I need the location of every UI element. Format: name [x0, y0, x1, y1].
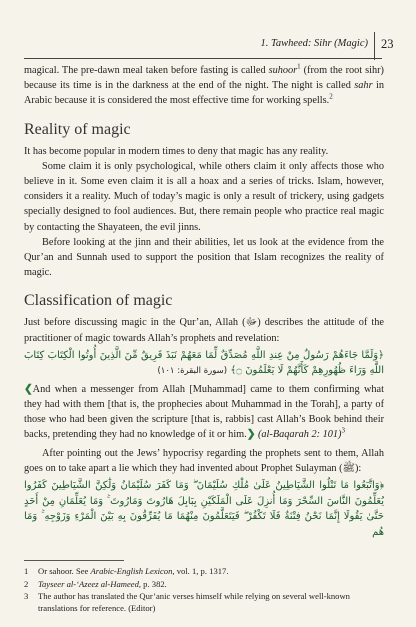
body-text	[24, 63, 384, 542]
close-verse-bracket: ❯	[246, 429, 256, 441]
term-sahr: sahr	[354, 80, 373, 92]
heading-classification-of-magic: Classification of magic	[24, 292, 173, 310]
header-horizontal-rule	[24, 58, 382, 59]
footnote-ref-3: 3	[341, 427, 345, 436]
footnote-item: 3 The author has translated the Qur’anic verses himself while relying on several well-known translations for reference. (Editor)	[24, 591, 350, 613]
paragraph-suhoor: magical. The pre-dawn meal taken before fasting is called suhoor$^1$ (from the root sihr) because its time is in the darkness at the end of the night. The night is called sahr in Arabic because it is considered the most effective time for working spells.$^2$	[24, 62, 384, 107]
verse-reference: (al-Baqarah 2: 101)	[255, 429, 342, 441]
term-suhoor: suhoor	[268, 65, 298, 76]
footnote-rule	[24, 560, 124, 561]
footnote-ref-1: 1	[297, 62, 301, 71]
header-vertical-rule	[374, 32, 375, 60]
quran-verse-arabic-2: ﴿وَاتَّبَعُوا مَا تَتْلُوا الشَّيَاطِينُ عَلَىٰ مُلْكِ سُلَيْمَانَ ۖ وَمَا كَفَرَ سُلَيْمَانُ وَلَٰكِنَّ الشَّيَاطِينَ كَفَرُوا يُعَلِّمُونَ النَّاسَ السِّحْرَ وَمَا أُنزِلَ عَلَى الْمَلَكَيْنِ بِبَابِلَ هَارُوتَ وَمَارُوتَ ۚ وَمَا يُعَلِّمَانِ مِنْ أَحَدٍ حَتَّىٰ يَقُولَا إِنَّمَا نَحْنُ فِتْنَةٌ فَلَا تَكْفُرْ ۖ فَيَتَعَلَّمُونَ مِنْهُمَا مَا يُفَرِّقُونَ بِهِ بَيْنَ الْمَرْءِ وَزَوْجِهِ ۚ وَمَا هُم	[24, 480, 384, 538]
footnote-item: 2 Tayseer al-‘Azeez al-Hameed, p. 382.	[24, 578, 167, 589]
quran-verse-arabic-1: ﴿وَلَمَّا جَاءَهُمْ رَسُولٌ مِنْ عِندِ اللَّهِ مُصَدِّقٌ لِّمَا مَعَهُمْ نَبَذَ فَرِيقٌ مِّنَ الَّذِينَ أُوتُوا الْكِتَابَ كِتَابَ اللَّهِ وَرَاءَ ظُهُورِهِمْ كَأَنَّهُمْ لَا يَعْلَمُونَ ۝﴾ (سورة البقرة: ١٠١)	[24, 349, 384, 377]
paragraph-sulayman: After pointing out the Jews’ hypocrisy regarding the prophets sent to them, Allah goes on to take apart a lie which they had invented about Prophet Sulayman (ﷺ):	[24, 447, 384, 474]
heading-reality-of-magic: Reality of magic	[24, 120, 131, 138]
paragraph-practitioner-attitude: Just before discussing magic in the Qur’an, Allah (ﷻ) describes the attitude of the practitioner of magic towards Allah’s prophets and revelation:	[24, 317, 385, 344]
footnote-item: 1 Or sahoor. See Arabic-English Lexicon, vol. 1, p. 1317.	[24, 566, 229, 576]
footnotes	[24, 566, 382, 615]
paragraph-evidence: Before looking at the jinn and their abilities, let us look at the evidence from the Qur’an and Sunnah used to support the position that Islam recognizes the reality of magic.	[24, 236, 384, 279]
verse-translation-1: ❮And when a messenger from Allah [Muhammad] came to them confirming what they had with them [that is, the prophecies about Muhammad in the Torah], a party of those who had been given the scripture [that is, rabbis] cast Allah’s Book behind their backs, pretending they had no knowledge of it or him.❯ (al-Baqarah 2: 101)$^3$	[24, 383, 384, 441]
open-verse-bracket: ❮	[24, 383, 33, 395]
page-number: 23	[381, 37, 394, 51]
paragraph-claims: Some claim it is only psychological, while others claim it only affects those who believe in it. Some even claim it is all a hoax and a series of tricks. Islam, however, considers it a reality. Much of today’s magic is only a result of trickery, using gadgets specially designed to fool audiences. But, there remain people who practice real magic by contacting the Shayateen, the evil jinns.	[24, 160, 384, 233]
surah-reference-arabic: (سورة البقرة: ١٠١)	[157, 366, 228, 377]
running-head-title: 1. Tawheed: Sihr (Magic)	[260, 38, 368, 49]
footnote-ref-2: 2	[329, 92, 333, 101]
paragraph-modern-denial: It has become popular in modern times to deny that magic has any reality.	[24, 145, 329, 157]
